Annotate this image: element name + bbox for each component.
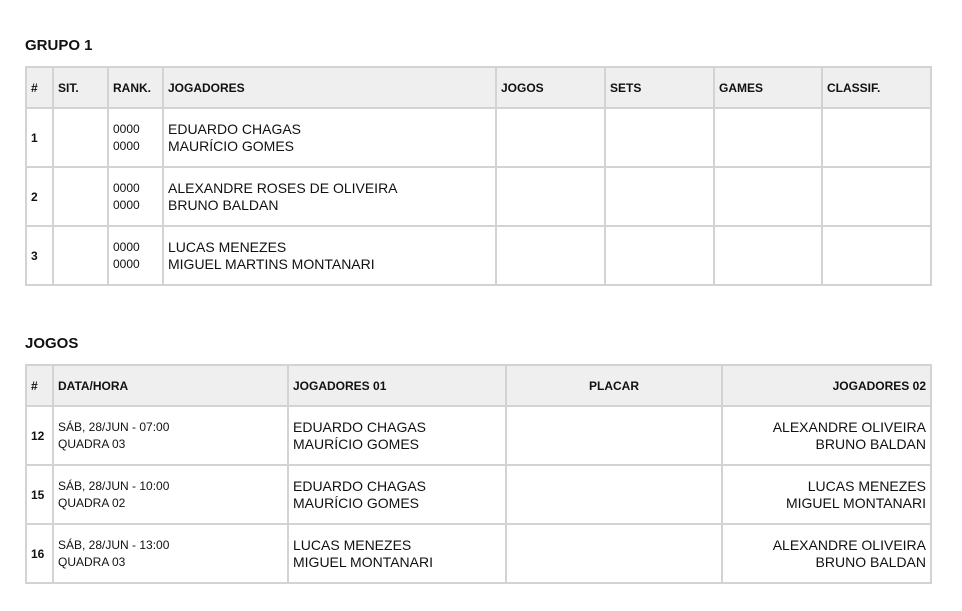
row-sets [605, 226, 714, 285]
row-number: 2 [26, 167, 53, 226]
match-date-time: SÁB, 28/JUN - 07:00 [58, 419, 170, 434]
row-games [714, 167, 822, 226]
ranking-player-2: 0000 [113, 138, 140, 153]
row-classification [822, 167, 931, 226]
player-name: LUCAS MENEZES [293, 536, 412, 553]
match-court: QUADRA 03 [58, 554, 126, 569]
match-court: QUADRA 03 [58, 436, 126, 451]
row-number: 1 [26, 108, 53, 167]
match-court: QUADRA 02 [58, 495, 126, 510]
col-header-situation: SIT. [53, 67, 108, 108]
row-ranking [108, 226, 163, 285]
table-row [26, 108, 931, 167]
player-name: MIGUEL MARTINS MONTANARI [168, 255, 375, 272]
player-name: MAURÍCIO GOMES [168, 137, 295, 154]
row-situation [53, 108, 108, 167]
player-name: MIGUEL MONTANARI [293, 553, 434, 570]
match-number: 16 [26, 524, 53, 583]
player-name: BRUNO BALDAN [168, 196, 279, 213]
player-name: EDUARDO CHAGAS [168, 120, 302, 137]
match-number: 15 [26, 465, 53, 524]
player-name: BRUNO BALDAN [815, 553, 926, 570]
col-header-games: GAMES [714, 67, 822, 108]
table-row [26, 406, 931, 465]
col-header-ranking: RANK. [108, 67, 163, 108]
col-header-team-2: JOGADORES 02 [722, 365, 931, 406]
group-header-row [26, 67, 931, 108]
row-players [163, 167, 496, 226]
player-name: MIGUEL MONTANARI [785, 494, 926, 511]
table-row [26, 465, 931, 524]
matches-table [25, 364, 932, 584]
player-name: MAURÍCIO GOMES [293, 435, 420, 452]
matches-header-row [26, 365, 931, 406]
match-date-time: SÁB, 28/JUN - 10:00 [58, 478, 170, 493]
row-players [163, 226, 496, 285]
group-standings-table [25, 66, 932, 286]
match-team-2 [722, 465, 931, 524]
match-score [506, 524, 722, 583]
player-name: LUCAS MENEZES [168, 238, 287, 255]
row-matches [496, 167, 605, 226]
player-name: MAURÍCIO GOMES [293, 494, 420, 511]
ranking-player-2: 0000 [113, 197, 140, 212]
match-datetime [53, 406, 288, 465]
ranking-player-2: 0000 [113, 256, 140, 271]
match-score [506, 465, 722, 524]
ranking-player-1: 0000 [113, 180, 140, 195]
row-ranking [108, 167, 163, 226]
match-score [506, 406, 722, 465]
col-header-number: # [26, 67, 53, 108]
table-row [26, 524, 931, 583]
matches-title: JOGOS [25, 335, 79, 352]
col-header-sets: SETS [605, 67, 714, 108]
group-title: GRUPO 1 [25, 37, 93, 54]
row-number: 3 [26, 226, 53, 285]
col-header-matches: JOGOS [496, 67, 605, 108]
ranking-player-1: 0000 [113, 121, 140, 136]
player-name: EDUARDO CHAGAS [293, 477, 427, 494]
row-ranking [108, 108, 163, 167]
table-row [26, 226, 931, 285]
ranking-player-1: 0000 [113, 239, 140, 254]
player-name: ALEXANDRE ROSES DE OLIVEIRA [168, 179, 398, 196]
row-classification [822, 226, 931, 285]
match-datetime [53, 524, 288, 583]
match-team-2 [722, 406, 931, 465]
col-header-players: JOGADORES [163, 67, 496, 108]
match-date-time: SÁB, 28/JUN - 13:00 [58, 537, 170, 552]
row-matches [496, 226, 605, 285]
col-header-score: PLACAR [506, 365, 722, 406]
row-sets [605, 167, 714, 226]
row-players [163, 108, 496, 167]
col-header-classification: CLASSIF. [822, 67, 931, 108]
col-header-team-1: JOGADORES 01 [288, 365, 506, 406]
player-name: BRUNO BALDAN [815, 435, 926, 452]
col-header-number: # [26, 365, 53, 406]
match-number: 12 [26, 406, 53, 465]
match-datetime [53, 465, 288, 524]
row-classification [822, 108, 931, 167]
row-matches [496, 108, 605, 167]
row-situation [53, 167, 108, 226]
match-team-1 [288, 465, 506, 524]
match-team-2 [722, 524, 931, 583]
player-name: ALEXANDRE OLIVEIRA [772, 536, 926, 553]
match-team-1 [288, 406, 506, 465]
row-situation [53, 226, 108, 285]
row-games [714, 226, 822, 285]
player-name: ALEXANDRE OLIVEIRA [772, 418, 926, 435]
match-team-1 [288, 524, 506, 583]
row-games [714, 108, 822, 167]
player-name: EDUARDO CHAGAS [293, 418, 427, 435]
col-header-datetime: DATA/HORA [53, 365, 288, 406]
row-sets [605, 108, 714, 167]
player-name: LUCAS MENEZES [807, 477, 926, 494]
table-row [26, 167, 931, 226]
